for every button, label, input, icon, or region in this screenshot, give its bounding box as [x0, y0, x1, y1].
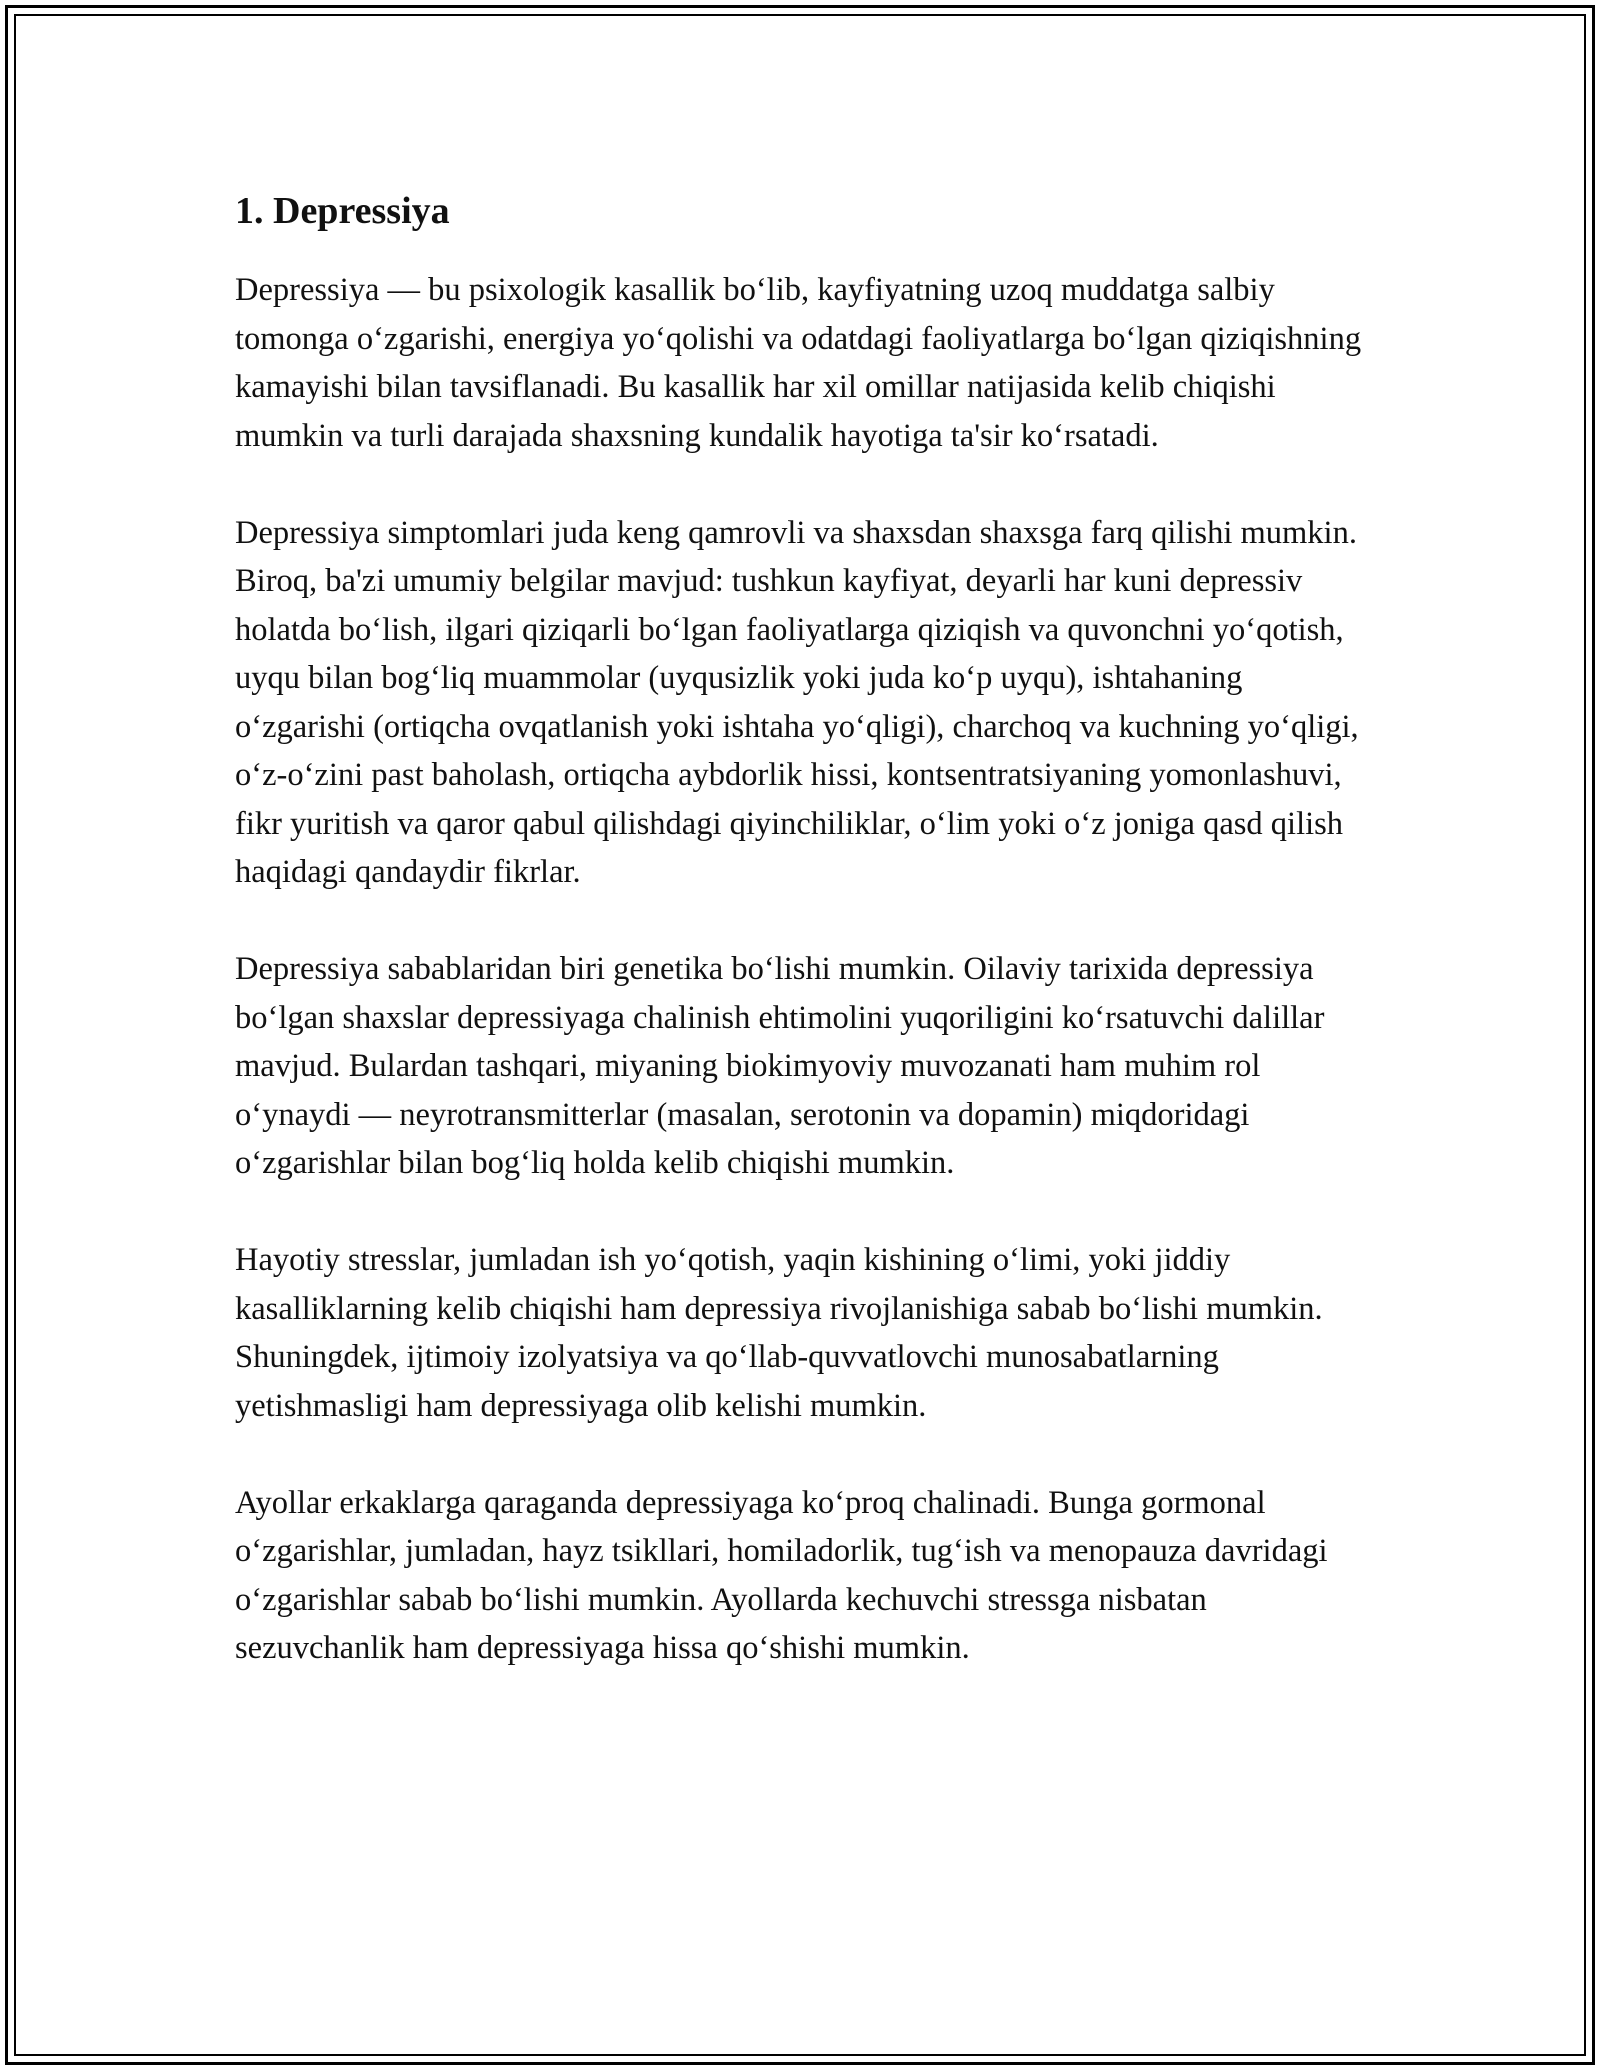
- paragraph-life-stress: Hayotiy stresslar, jumladan ish yoʻqotish, yaqin kishining oʻlimi, yoki jiddiy kasalliklarning kelib chiqishi ham depressiya rivojlanishiga sabab boʻlishi mumkin. Shuningdek, ijtimoiy izolyatsiya va qoʻllab-quvvatlovchi munosabatlarning yetishmasligi ham depressiyaga olib kelishi mumkin.: [235, 1242, 1323, 1424]
- paragraph-women: Ayollar erkaklarga qaraganda depressiyaga koʻproq chalinadi. Bunga gormonal oʻzgarishlar, jumladan, hayz tsikllari, homiladorlik, tugʻish va menopauza davridagi oʻzgarishlar sabab boʻlishi mumkin. Ayollarda kechuvchi stressga nisbatan sezuvchanlik ham depressiyaga hissa qoʻshishi mumkin.: [235, 1484, 1328, 1666]
- paragraph-definition: Depressiya — bu psixologik kasallik boʻlib, kayfiyatning uzoq muddatga salbiy tomonga oʻzgarishi, energiya yoʻqolishi va odatdagi faoliyatlarga boʻlgan qiziqishning kamayishi bilan tavsiflanadi. Bu kasallik har xil omillar natijasida kelib chiqishi mumkin va turli darajada shaxsning kundalik hayotiga ta'sir koʻrsatadi.: [235, 272, 1362, 454]
- section-heading: 1. Depressiya: [235, 190, 450, 232]
- document-body: [235, 186, 1375, 1721]
- paragraph-genetics: Depressiya sabablaridan biri genetika boʻlishi mumkin. Oilaviy tarixida depressiya boʻlgan shaxslar depressiyaga chalinish ehtimolini yuqoriligini koʻrsatuvchi dalillar mavjud. Bulardan tashqari, miyaning biokimyoviy muvozanati ham muhim rol oʻynaydi — neyrotransmitterlar (masalan, serotonin va dopamin) miqdoridagi oʻzgarishlar bilan bogʻliq holda kelib chiqishi mumkin.: [235, 951, 1325, 1181]
- paragraph-symptoms: Depressiya simptomlari juda keng qamrovli va shaxsdan shaxsga farq qilishi mumkin. Biroq, ba'zi umumiy belgilar mavjud: tushkun kayfiyat, deyarli har kuni depressiv holatda boʻlish, ilgari qiziqarli boʻlgan faoliyatlarga qiziqish va quvonchni yoʻqotish, uyqu bilan bogʻliq muammolar (uyqusizlik yoki juda koʻp uyqu), ishtahaning oʻzgarishi (ortiqcha ovqatlanish yoki ishtaha yoʻqligi), charchoq va kuchning yoʻqligi, oʻz-oʻzini past baholash, ortiqcha aybdorlik hissi, kontsentratsiyaning yomonlashuvi, fikr yuritish va qaror qabul qilishdagi qiyinchiliklar, oʻlim yoki oʻz joniga qasd qilish haqidagi qandaydir fikrlar.: [235, 514, 1359, 890]
